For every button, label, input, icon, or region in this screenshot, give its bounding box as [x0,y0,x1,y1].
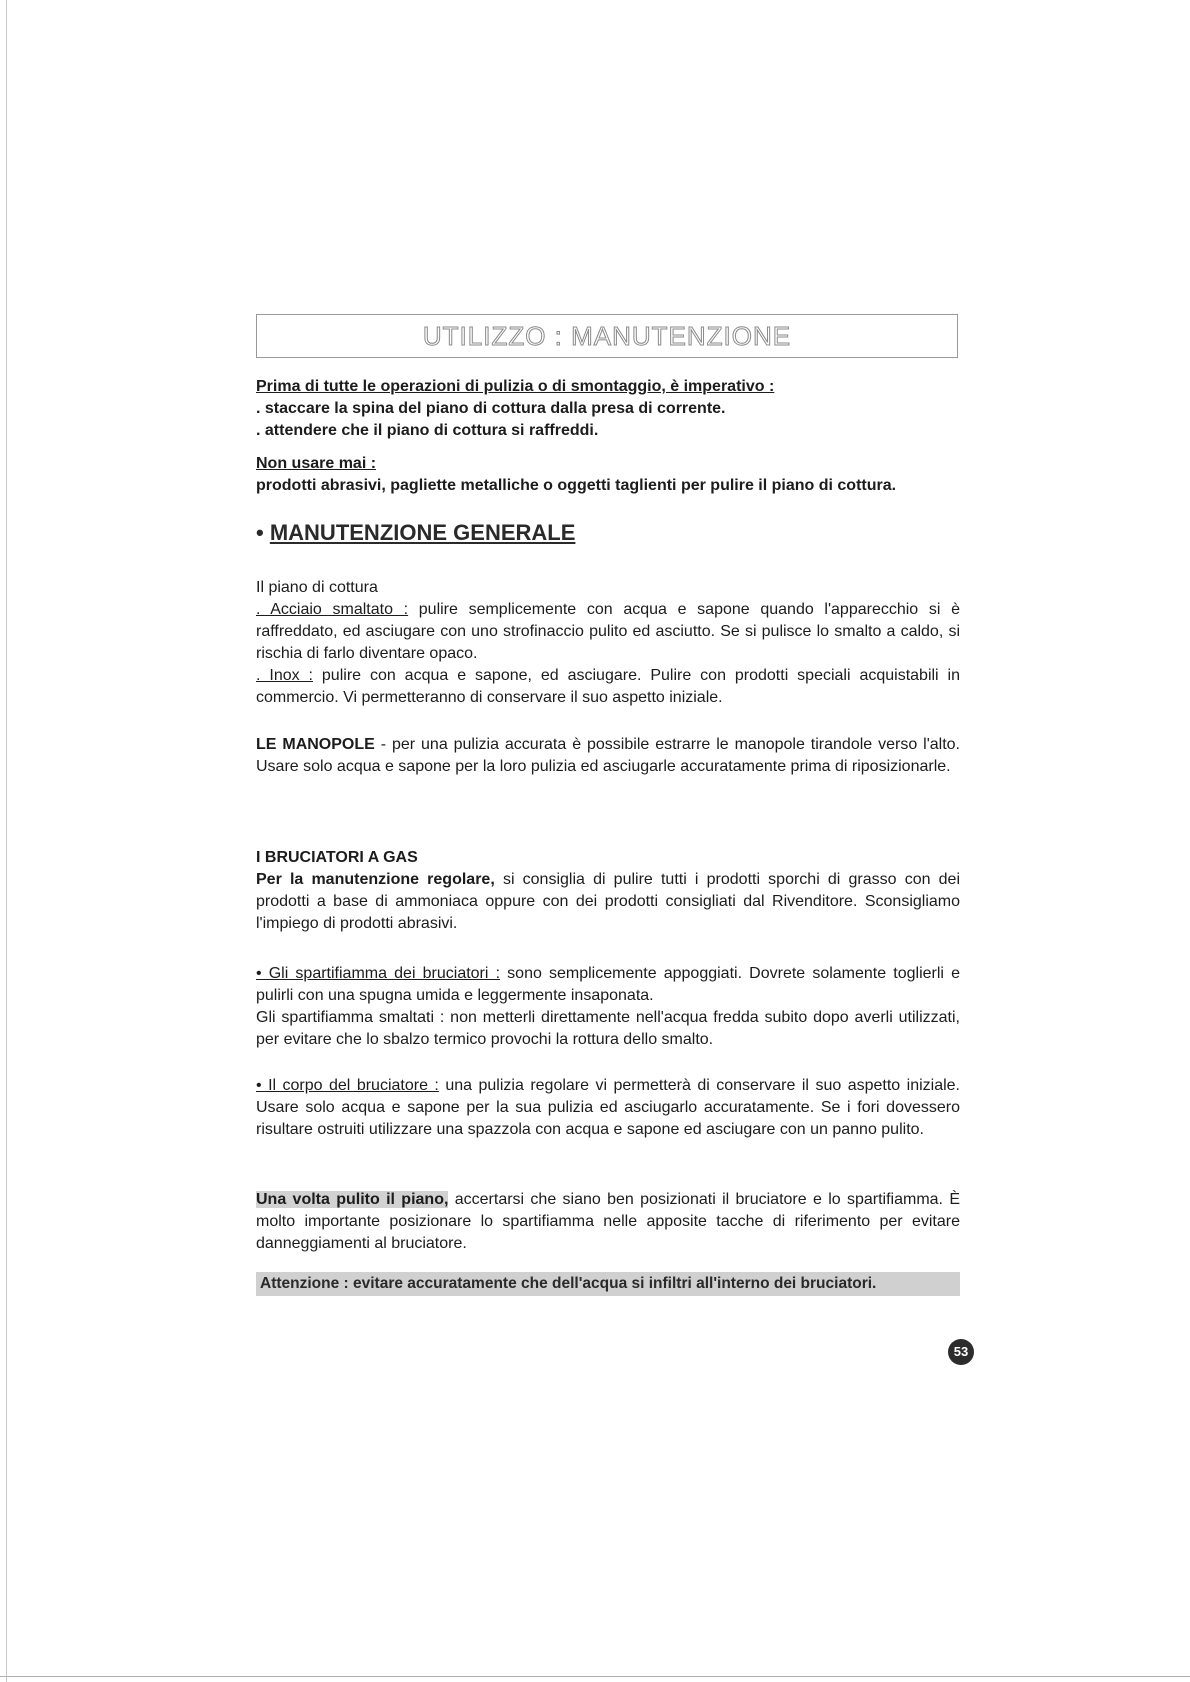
regular-maintenance-label: Per la manutenzione regolare, [256,871,495,888]
hob-heading: Il piano di cottura [256,579,378,596]
burners-paragraph [256,847,960,935]
burner-body-text: una pulizia regolare vi permetterà di conservare il suo aspetto iniziale. Usare solo acqua e sapone per la sua pulizia ed asciugarlo accuratamente. Se i fori dovessero risultare ostruiti utilizzare una spazzola con acqua e sapone ed asciugare con un panno pulito. [256,1077,961,1138]
burner-body-paragraph [256,1075,960,1141]
knobs-paragraph [256,734,960,778]
attention-banner: Attenzione : evitare accuratamente che dell'acqua si infiltri all'interno dei bruciatori. [256,1272,960,1296]
regular-maintenance-text: si consiglia di pulire tutti i prodotti sporchi di grasso con dei prodotti a base di ammoniaca oppure con dei prodotti consigliati dal Rivenditore. Sconsigliamo l'impiego di prodotti abrasivi. [256,871,961,932]
title-box [256,314,958,358]
enamel-flame-spreader-text: Gli spartifiamma smaltati : non metterli direttamente nell'acqua fredda subito dopo averli utilizzati, per evitare che lo sbalzo termico provochi la rottura dello smalto. [256,1009,960,1048]
section-bullet: • [256,520,264,545]
after-cleaning-label: Una volta pulito il piano, [256,1191,449,1208]
warning-heading: Prima di tutte le operazioni di pulizia o di smontaggio, è imperativo : [256,378,775,395]
inox-label: . Inox : [256,667,313,684]
flame-spreader-paragraph [256,963,960,1051]
flame-spreader-text: sono semplicemente appoggiati. Dovrete solamente toglierli e pulirli con una spugna umida e leggermente insaponata. [256,965,961,1004]
page-number: 53 [948,1339,974,1365]
warning-item-cool: . attendere che il piano di cottura si raffreddi. [256,422,599,439]
burners-heading: I BRUCIATORI A GAS [256,849,418,866]
page-edge-bottom [0,1676,1190,1677]
inox-text: pulire con acqua e sapone, ed asciugare. Pulire con prodotti speciali acquistabili in commercio. Vi permetteranno di conservare il suo aspetto iniziale. [256,667,960,706]
burner-body-label: • Il corpo del bruciatore : [256,1077,439,1094]
never-use-text: prodotti abrasivi, pagliette metalliche o oggetti taglienti per pulire il piano di cottura. [256,477,897,494]
safety-warning [256,376,960,442]
knobs-label: LE MANOPOLE [256,736,375,753]
after-cleaning-text: accertarsi che siano ben posizionati il bruciatore e lo spartifiamma. È molto importante posizionare lo spartifiamma nelle apposite tacche di riferimento per evitare danneggiamenti al bruciatore. [256,1191,961,1252]
never-use-warning [256,453,960,497]
enamel-steel-label: . Acciaio smaltato : [256,601,409,618]
knobs-text: - per una pulizia accurata è possibile estrarre le manopole tirandole verso l'alto. Usare solo acqua e sapone per la loro pulizia ed asciugarle accuratamente prima di riposizionarle. [256,736,960,775]
hob-paragraph [256,577,960,709]
never-use-heading: Non usare mai : [256,455,377,472]
section-title [256,520,960,546]
page-title: UTILIZZO : MANUTENZIONE [422,321,792,351]
flame-spreader-label: • Gli spartifiamma dei bruciatori : [256,965,501,982]
section-title-text: MANUTENZIONE GENERALE [269,520,576,545]
enamel-steel-text: pulire semplicemente con acqua e sapone quando l'apparecchio si è raffreddato, ed asciugare con uno strofinaccio pulito ed asciutto. Se si pulisce lo smalto a caldo, si rischia di farlo diventare opaco. [256,601,961,662]
warning-item-unplug: . staccare la spina del piano di cottura dalla presa di corrente. [256,400,726,417]
after-cleaning-paragraph [256,1189,960,1255]
page-edge-left [6,0,7,1682]
